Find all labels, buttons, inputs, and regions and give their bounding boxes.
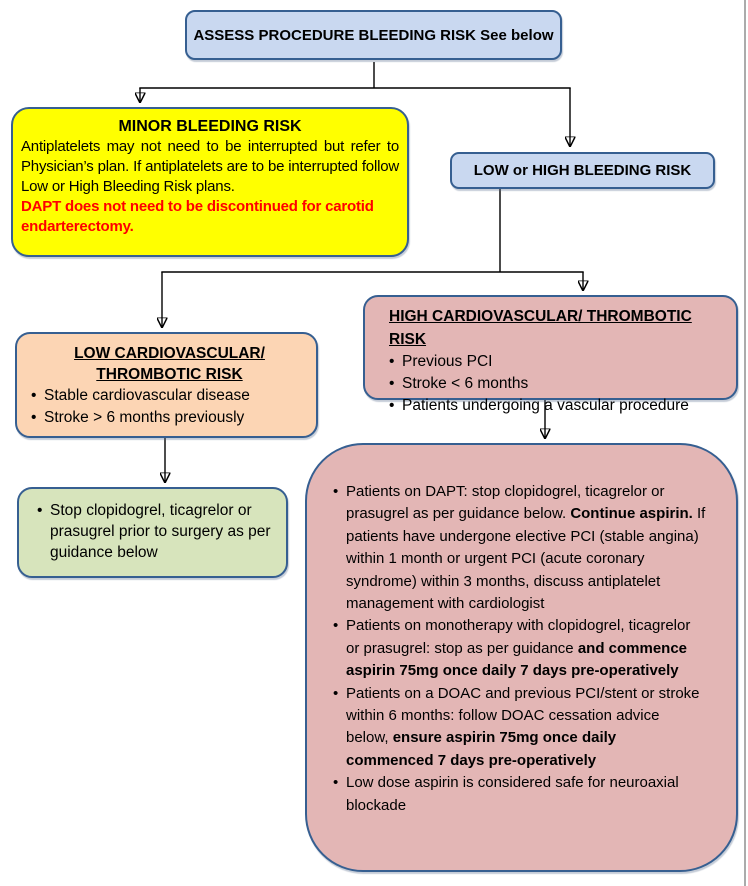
minor-bleeding-risk-box — [11, 107, 409, 257]
bullet-text-bold: Continue aspirin. — [570, 505, 693, 523]
bullet-text-normal: If patients have undergone elective PCI (stable angina) within 1 month or urgent PCI (acute coronary syndrome) within 3 months, discuss antiplatelet management with cardiologist — [346, 505, 706, 613]
high-action-bullet-1 — [346, 481, 706, 615]
high-cardiovascular-risk-box — [363, 295, 738, 414]
list-item — [31, 407, 308, 429]
high-cardiovascular-risk-title: HIGH CARDIOVASCULAR/ THROMBOTIC RISK — [389, 308, 692, 348]
minor-bleeding-risk-warning: DAPT does not need to be discontinued for carotid endarterectomy. — [21, 198, 374, 235]
low-risk-bullet-2: • Stroke > 6 months previously — [44, 409, 245, 426]
high-action-bullet-3 — [346, 683, 706, 773]
high-risk-bullet-2: • Stroke < 6 months — [402, 375, 529, 392]
list-item — [333, 683, 706, 773]
bullet-text-normal: Low dose aspirin is considered safe for neuroaxial blockade — [346, 774, 679, 814]
low-risk-action-box — [17, 487, 288, 578]
bullet-text-normal: Patients on a DOAC and previous PCI/stent or stroke within 6 months: follow DOAC cessation advice below, — [346, 684, 700, 747]
low-cardiovascular-risk-title-line2: THROMBOTIC RISK — [96, 366, 243, 383]
list-item — [333, 481, 706, 615]
list-item — [389, 373, 726, 395]
list-item — [31, 385, 308, 407]
high-risk-bullet-1: • Previous PCI — [402, 353, 493, 370]
bullet-text-bold: and commence aspirin 75mg once daily 7 days pre-operatively — [346, 639, 688, 680]
bullet-text-normal: Patients on monotherapy with clopidogrel, ticagrelor or prasugrel: stop as per guidance — [346, 617, 691, 657]
minor-bleeding-risk-body: Antiplatelets may not need to be interrupted but refer to Physician’s plan. If antiplatelets are to be interrupted follow Low or High Bleeding Risk plans. — [21, 138, 399, 195]
high-action-bullet-2 — [346, 615, 706, 682]
low-cardiovascular-risk-title — [31, 343, 308, 385]
list-item — [333, 772, 706, 817]
list-item — [37, 500, 278, 563]
high-risk-action-box — [305, 443, 738, 872]
minor-bleeding-risk-title: MINOR BLEEDING RISK — [118, 118, 302, 135]
list-item — [389, 395, 726, 417]
low-risk-bullet-1: • Stable cardiovascular disease — [44, 387, 250, 404]
low-or-high-bleeding-risk-label: LOW or HIGH BLEEDING RISK — [473, 162, 692, 179]
low-cardiovascular-risk-box — [15, 332, 318, 438]
assess-bleeding-risk-box — [185, 10, 562, 60]
bullet-text-normal: Patients on DAPT: stop clopidogrel, ticagrelor or prasugrel as per guidance below. — [346, 483, 665, 523]
assess-bleeding-risk-label: ASSESS PROCEDURE BLEEDING RISK See below — [193, 26, 554, 44]
list-item — [333, 615, 706, 682]
low-cardiovascular-risk-title-line1: LOW CARDIOVASCULAR/ — [74, 345, 265, 362]
list-item — [389, 351, 726, 373]
low-action-bullet: • Stop clopidogrel, ticagrelor or prasugrel prior to surgery as per guidance below — [50, 502, 271, 561]
low-or-high-bleeding-risk-box — [450, 152, 715, 189]
bullet-text-bold: ensure aspirin 75mg once daily commenced 7 days pre-operatively — [346, 729, 617, 769]
high-action-bullet-4 — [346, 772, 706, 817]
high-risk-bullet-3: • Patients undergoing a vascular procedure — [402, 397, 689, 414]
